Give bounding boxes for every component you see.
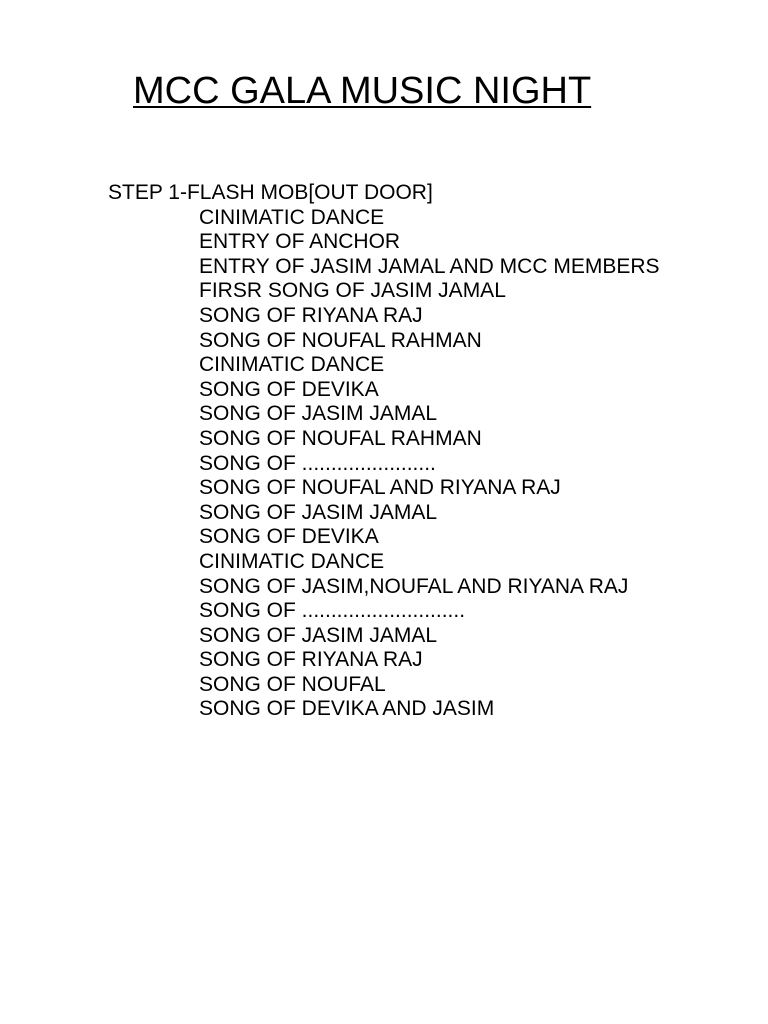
program-item: FIRSR SONG OF JASIM JAMAL xyxy=(199,279,506,303)
program-item: SONG OF NOUFAL RAHMAN xyxy=(199,328,482,352)
program-item: CINIMATIC DANCE xyxy=(199,549,385,573)
step-heading: STEP 1-FLASH MOB[OUT DOOR] xyxy=(108,181,433,204)
program-item: SONG OF JASIM JAMAL xyxy=(199,402,438,426)
document-title: MCC GALA MUSIC NIGHT xyxy=(133,70,592,112)
program-item: SONG OF JASIM JAMAL xyxy=(199,500,438,524)
program-item: SONG OF DEVIKA xyxy=(199,377,379,401)
program-item: SONG OF DEVIKA xyxy=(199,525,379,549)
program-item: SONG OF NOUFAL RAHMAN xyxy=(199,426,482,450)
program-item: SONG OF RIYANA RAJ xyxy=(199,303,423,327)
program-item: SONG OF JASIM JAMAL xyxy=(199,623,438,647)
program-item: CINIMATIC DANCE xyxy=(199,353,385,377)
program-item: SONG OF RIYANA RAJ xyxy=(199,648,423,672)
program-item: SONG OF NOUFAL xyxy=(199,672,386,696)
program-list xyxy=(199,206,660,722)
program-item: SONG OF JASIM,NOUFAL AND RIYANA RAJ xyxy=(199,574,629,598)
program-item: ENTRY OF JASIM JAMAL AND MCC MEMBERS xyxy=(199,254,660,278)
program-item: SONG OF DEVIKA AND JASIM xyxy=(199,697,495,721)
program-item: SONG OF ............................ xyxy=(199,599,466,623)
program-item: ENTRY OF ANCHOR xyxy=(199,230,401,254)
program-item: CINIMATIC DANCE xyxy=(199,205,385,229)
program-item: SONG OF NOUFAL AND RIYANA RAJ xyxy=(199,476,561,500)
program-item: SONG OF ....................... xyxy=(199,451,436,475)
